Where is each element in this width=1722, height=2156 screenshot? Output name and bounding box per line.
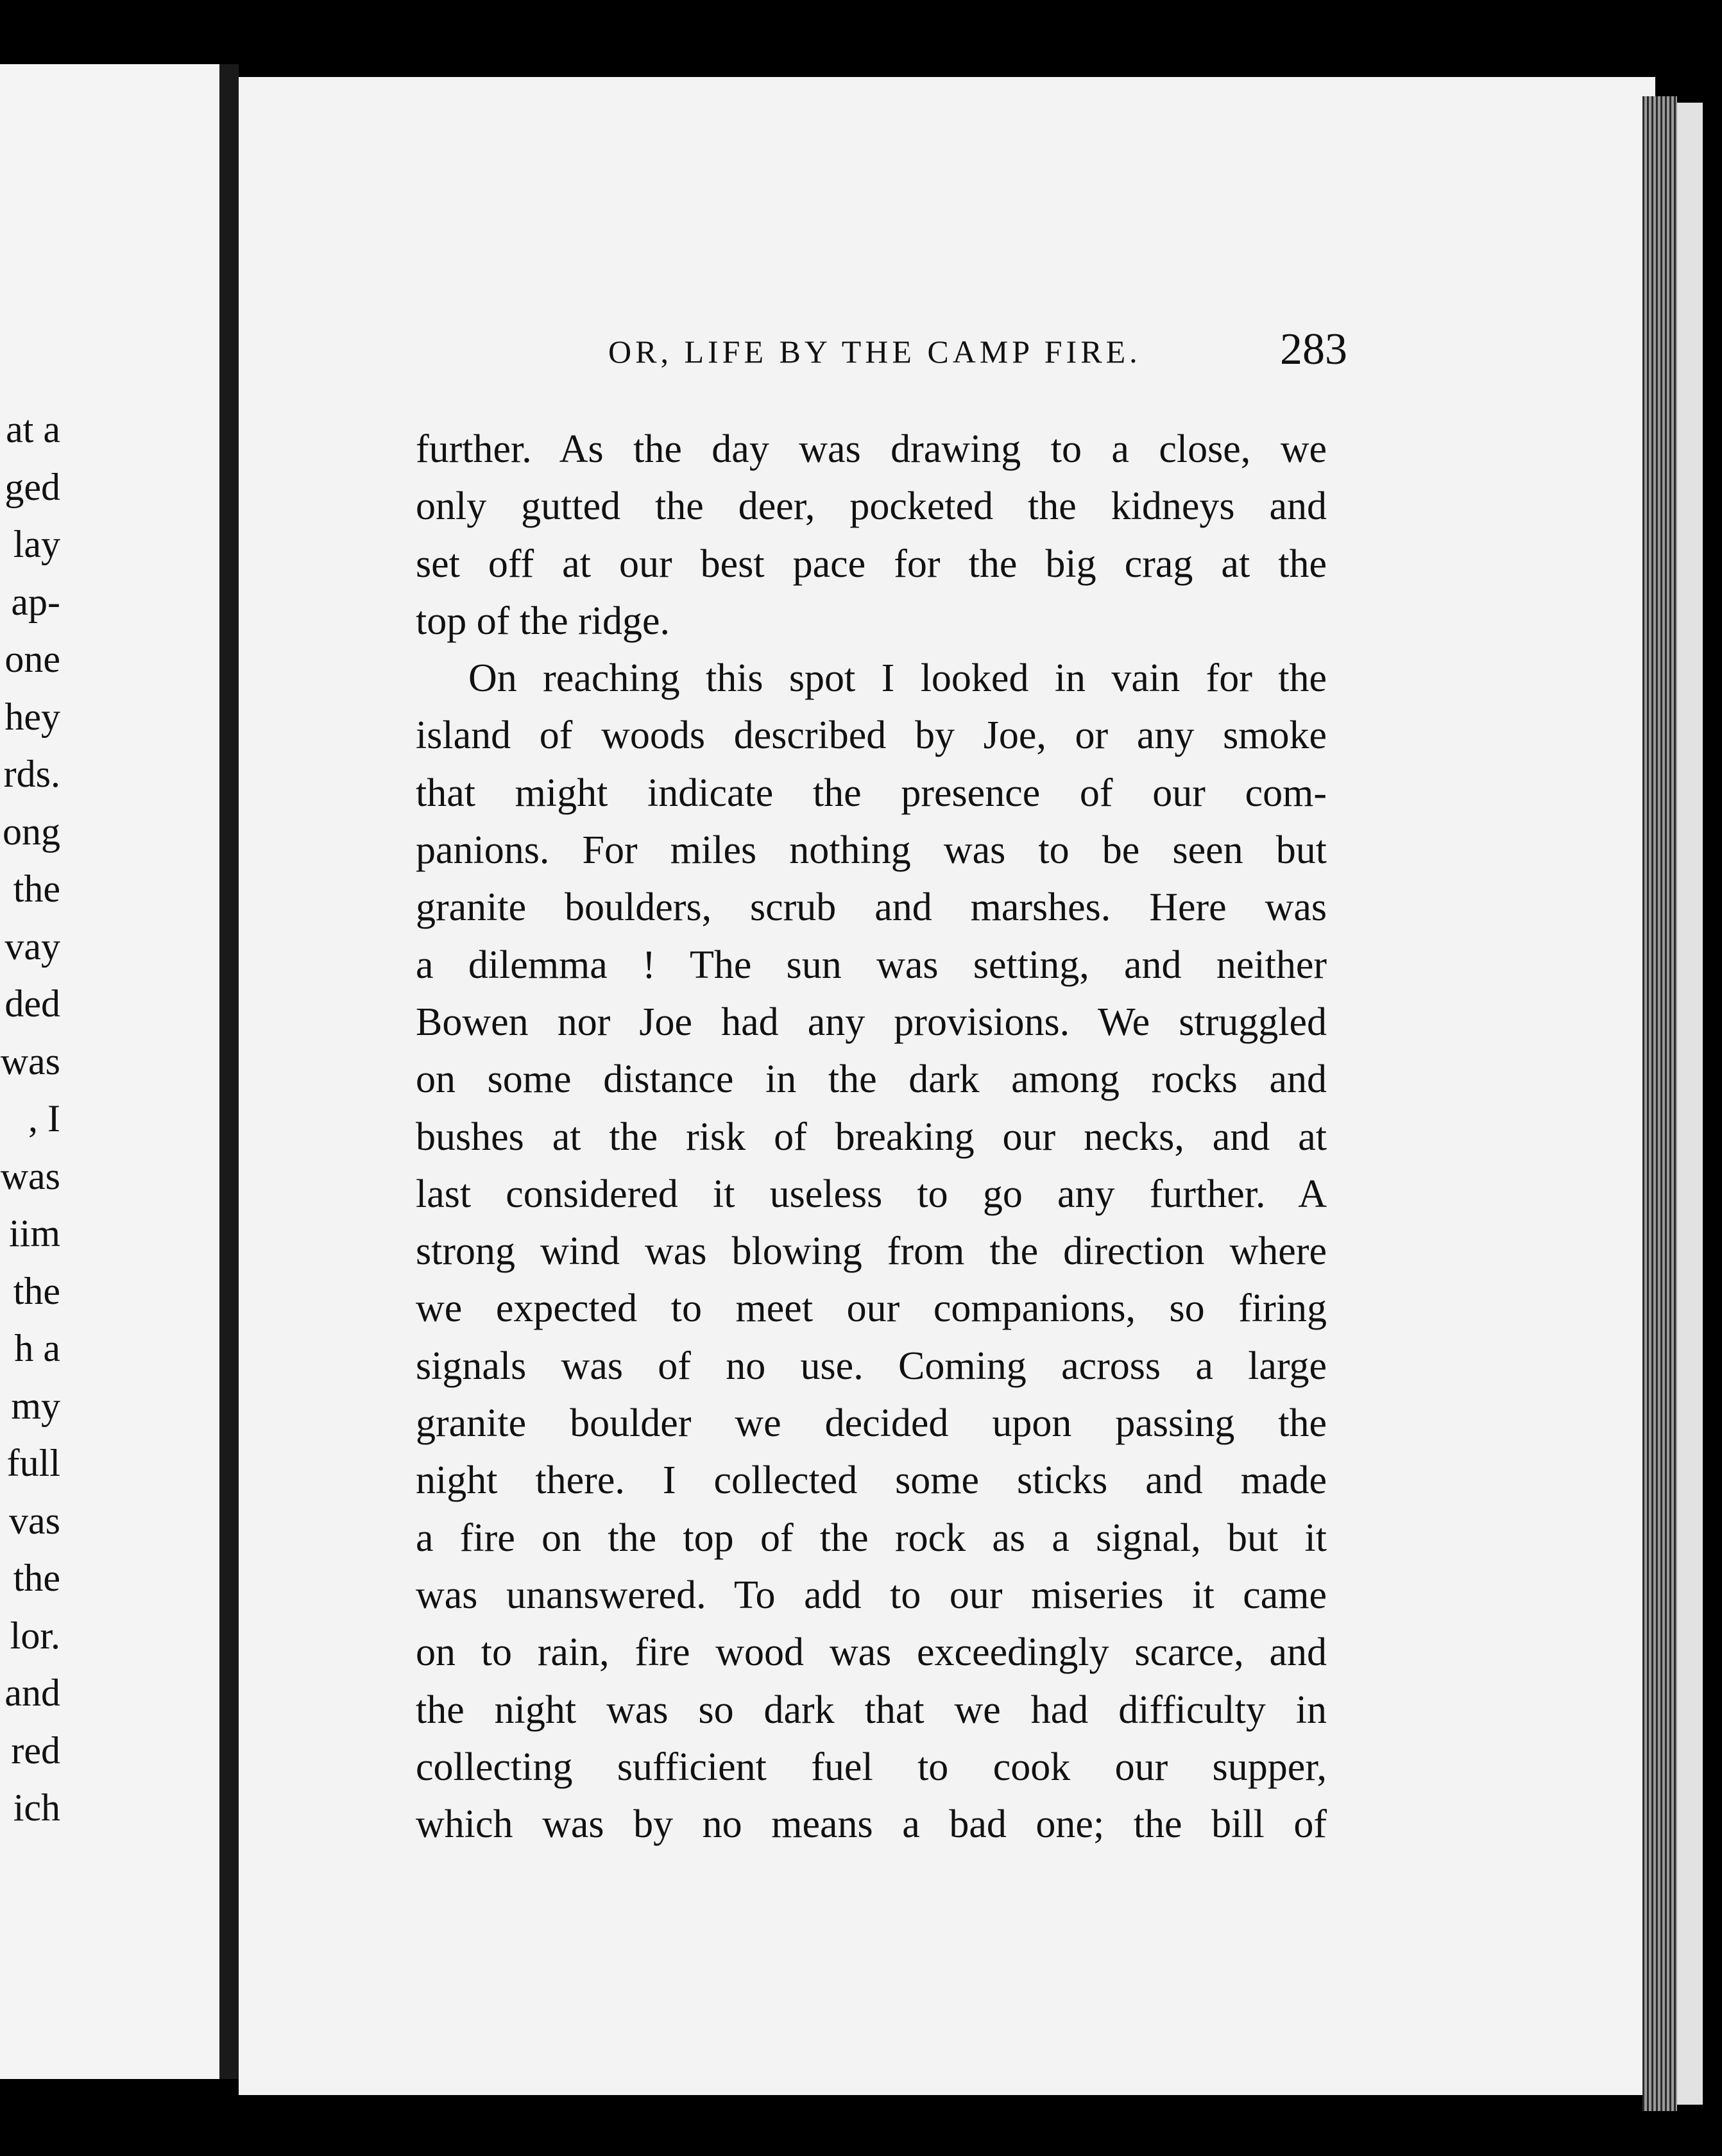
left-line: at a (6, 408, 60, 450)
left-line: lay (13, 523, 60, 565)
left-line: ged (4, 465, 60, 508)
text-line: top of the ridge. (416, 599, 670, 643)
text-line: On reaching this spot I looked in vain for the (468, 656, 1327, 701)
left-line: ded (4, 982, 60, 1025)
text-line: granite boulders, scrub and marshes. Here was (416, 886, 1327, 930)
text-line: strong wind was blowing from the direction where (416, 1229, 1327, 1274)
text-line: which was by no means a bad one; the bill of (416, 1802, 1327, 1847)
page-number: 283 (1280, 325, 1347, 374)
text-line: night there. I collected some sticks and made (416, 1459, 1327, 1503)
left-line: one (4, 638, 60, 680)
left-line: , I (28, 1097, 60, 1140)
text-line: only gutted the deer, pocketed the kidneys and (416, 484, 1327, 529)
text-line: Bowen nor Joe had any provisions. We struggled (416, 1000, 1327, 1044)
left-line: my (11, 1384, 60, 1427)
left-line: lor. (10, 1614, 60, 1657)
text-line: granite boulder we decided upon passing the (416, 1401, 1327, 1446)
text-line: was unanswered. To add to our miseries it came (416, 1573, 1327, 1617)
left-line: ap- (11, 580, 60, 623)
text-line: on to rain, fire wood was exceedingly scarce, and (416, 1630, 1327, 1675)
text-line: we expected to meet our companions, so firing (416, 1287, 1327, 1331)
left-line: red (11, 1729, 60, 1772)
text-line: last considered it useless to go any further. A (416, 1172, 1327, 1216)
text-line: collecting sufficient fuel to cook our supper, (416, 1745, 1327, 1789)
text-line: a dilemma ! The sun was setting, and neither (416, 943, 1327, 987)
text-line: a fire on the top of the rock as a signal, but it (416, 1516, 1327, 1560)
text-line: signals was of no use. Coming across a large (416, 1344, 1327, 1388)
left-line: was (0, 1154, 60, 1197)
left-line: iim (8, 1212, 60, 1254)
left-line: full (6, 1442, 60, 1484)
left-line: and (4, 1672, 60, 1714)
left-line: rds. (3, 753, 60, 795)
left-line: the (13, 1557, 60, 1599)
left-page-text (0, 401, 219, 1837)
text-line: on some distance in the dark among rocks and (416, 1057, 1327, 1102)
left-line: vas (9, 1499, 60, 1542)
text-line: panions. For miles nothing was to be seen but (416, 828, 1327, 873)
left-line: the (13, 868, 60, 910)
left-line: h a (14, 1327, 60, 1369)
left-page (0, 64, 219, 2079)
page-edge-margin (1677, 103, 1703, 2105)
text-line: the night was so dark that we had difficulty in (416, 1688, 1327, 1732)
text-line: island of woods described by Joe, or any smoke (416, 714, 1327, 758)
text-line: set off at our best pace for the big crag at the (416, 542, 1327, 586)
left-line: hey (4, 695, 60, 738)
left-line: ong (3, 810, 60, 853)
left-line: was (0, 1040, 60, 1082)
left-line: vay (4, 925, 60, 968)
left-line: ich (13, 1786, 60, 1829)
text-line: that might indicate the presence of our com- (416, 771, 1327, 815)
running-head: OR, LIFE BY THE CAMP FIRE. (608, 334, 1141, 370)
book-gutter (219, 64, 239, 2079)
text-line: further. As the day was drawing to a close, we (416, 427, 1327, 471)
text-line: bushes at the risk of breaking our necks, and at (416, 1115, 1327, 1159)
page-edge (1642, 96, 1677, 2111)
left-line: the (13, 1269, 60, 1312)
body-text (416, 421, 1327, 1853)
